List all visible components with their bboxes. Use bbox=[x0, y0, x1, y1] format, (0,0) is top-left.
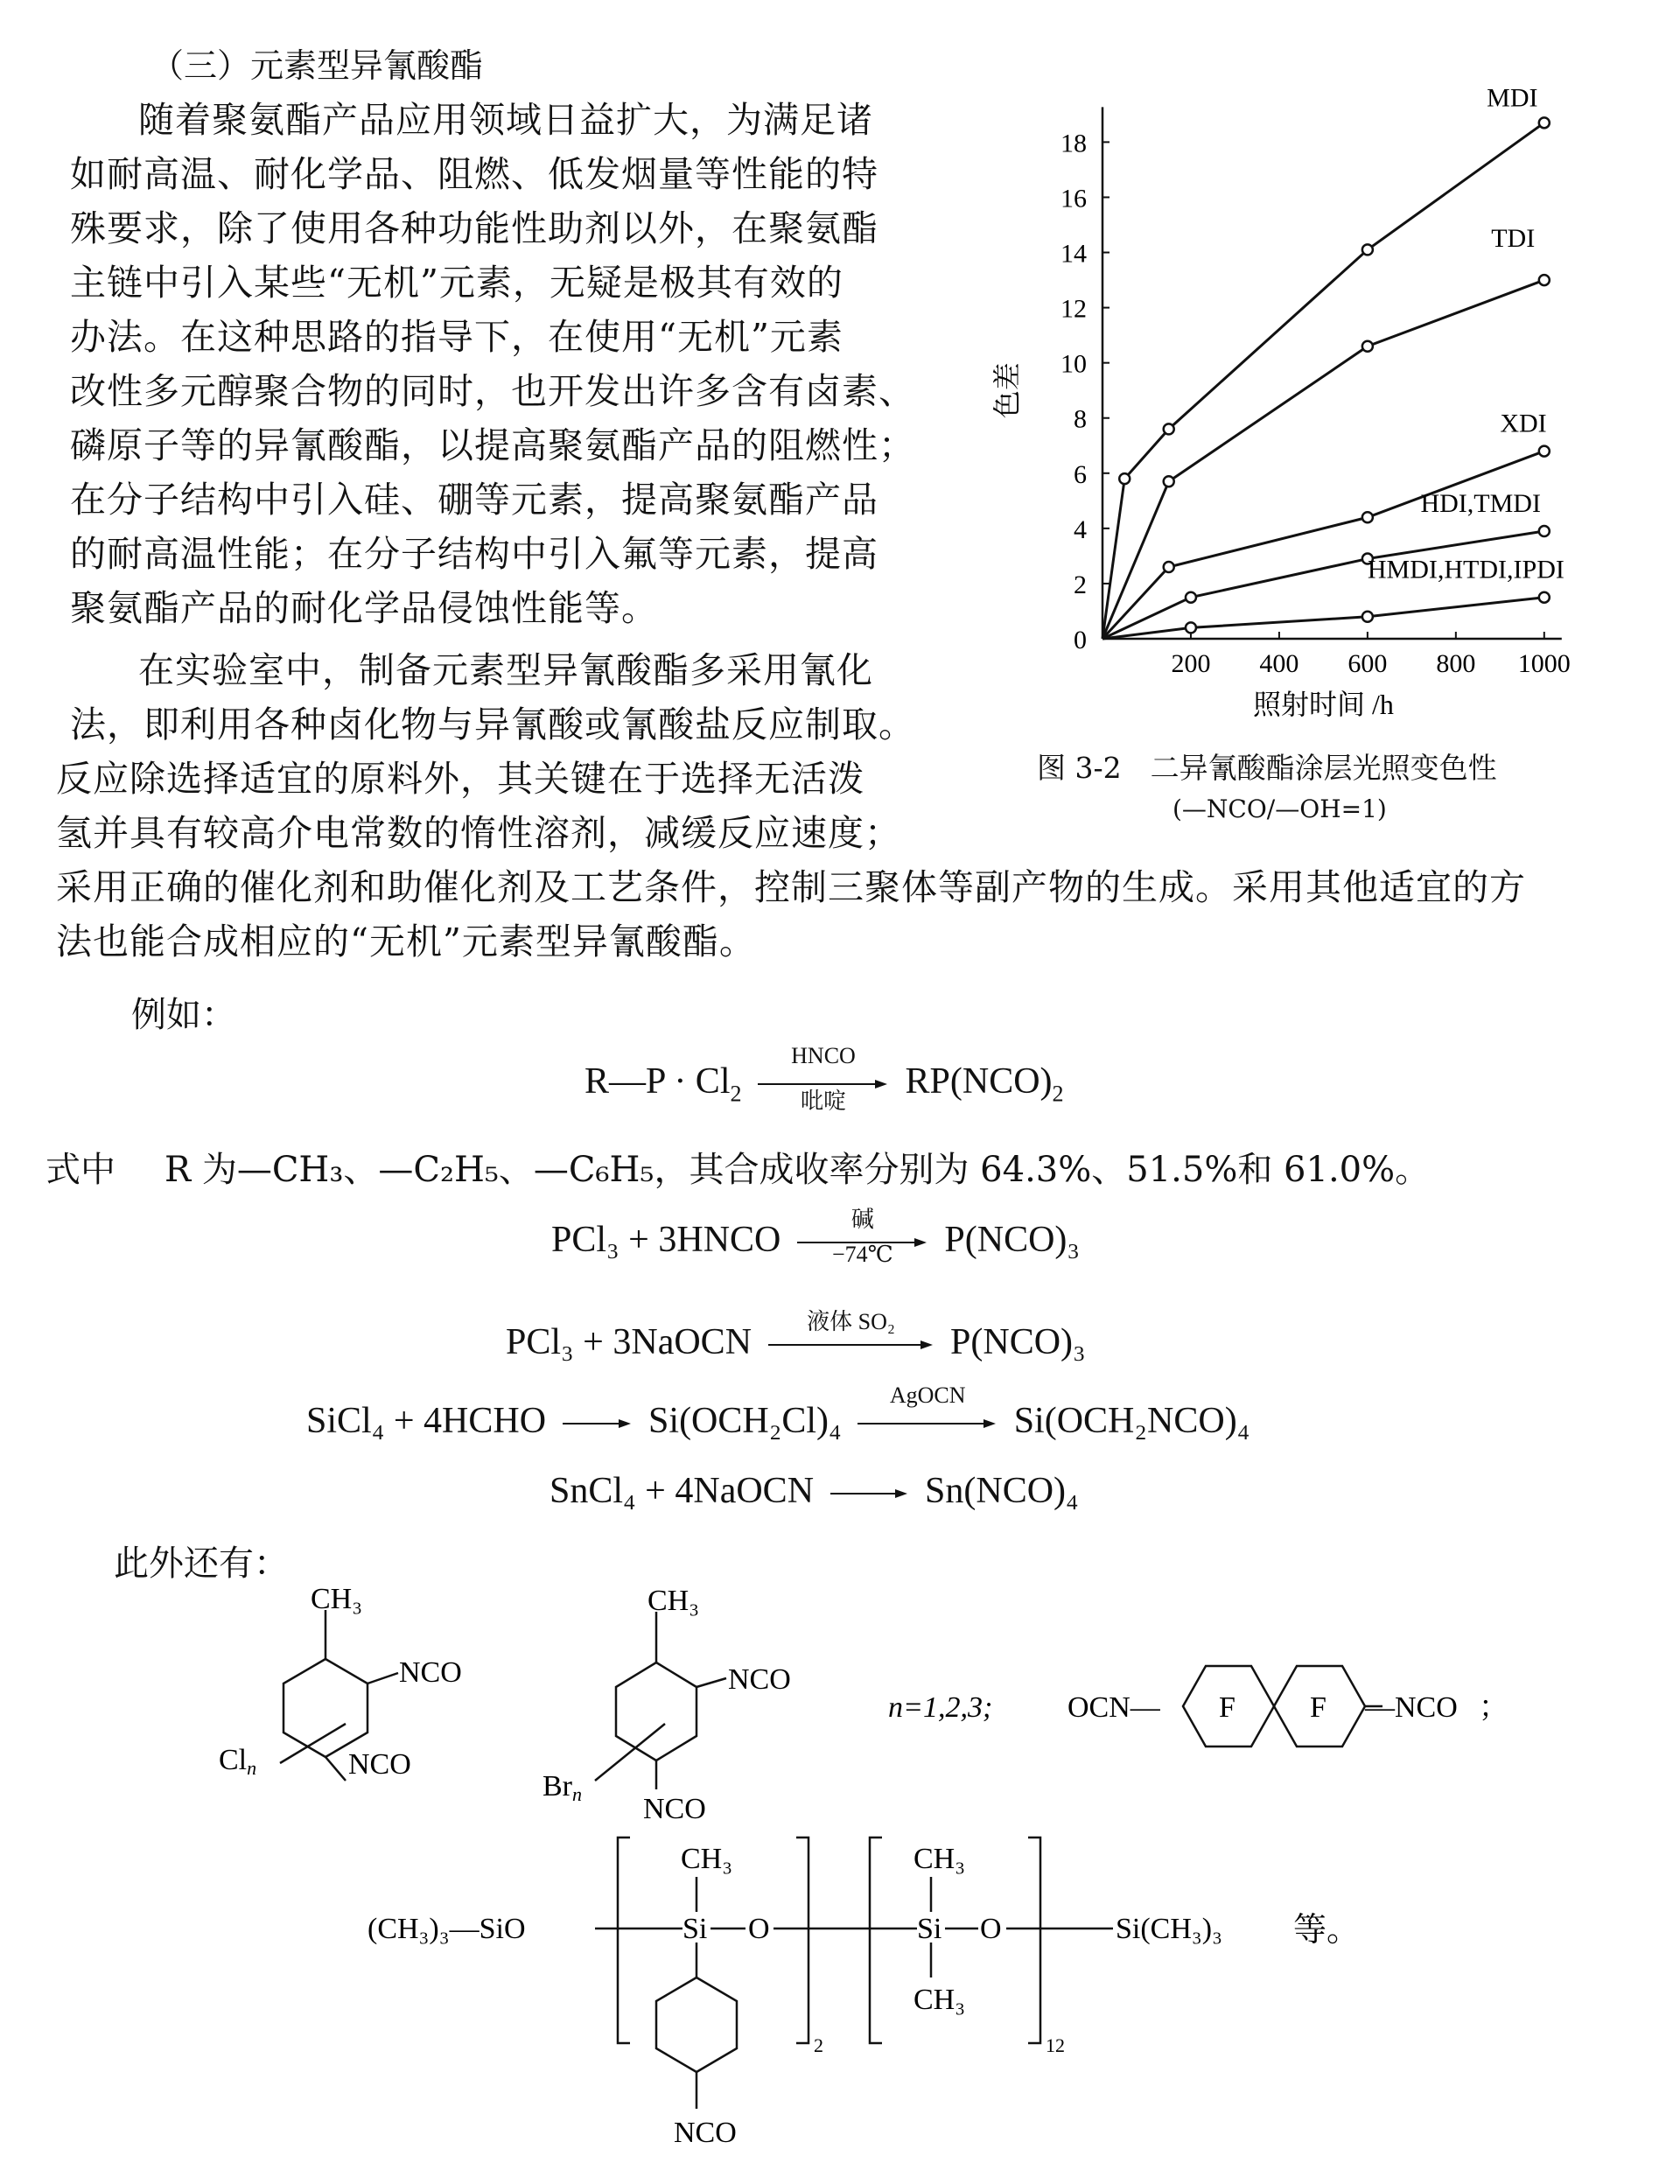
eq3-above: 液体 SO₂ bbox=[807, 1309, 895, 1335]
chemical-structures bbox=[0, 1575, 1680, 2179]
structure-perfluoro-bicyclohexyl bbox=[1183, 1666, 1382, 1746]
series-label: MDI bbox=[1487, 83, 1538, 113]
s1-halogen: Cl bbox=[219, 1744, 248, 1776]
s4-si1: Si bbox=[682, 1913, 708, 1945]
p2-line-3: 氢并具有较高介电常数的惰性溶剂，减缓反应速度； bbox=[56, 812, 901, 854]
eq3-arrow bbox=[768, 1309, 934, 1351]
s4-nco: NCO bbox=[674, 2117, 737, 2149]
chart-axes bbox=[991, 107, 1571, 720]
formula-note-text: R 为—CH₃、—C₂H₅、—C₆H₅，其合成收率分别为 64.3%、51.5%和 61.0%。 bbox=[164, 1150, 1431, 1190]
series-label: HMDI,HTDI,IPDI bbox=[1367, 555, 1564, 584]
formula-note bbox=[46, 1142, 1430, 1192]
series-label: TDI bbox=[1491, 224, 1536, 254]
x-tick-label: 600 bbox=[1348, 649, 1388, 678]
eq2-arrow bbox=[797, 1207, 928, 1268]
p1-line-3: 主链中引入某些“无机”元素，无疑是极其有效的 bbox=[70, 262, 844, 304]
p1-line-0: 随着聚氨酯产品应用领域日益扩大，为满足诸 bbox=[138, 99, 873, 141]
s4-o1: O bbox=[748, 1913, 770, 1945]
data-point bbox=[1539, 526, 1550, 536]
eq1-right-sub: 2 bbox=[1052, 1081, 1064, 1107]
eq5-left: SnCl₄ + 4NaOCN bbox=[550, 1471, 815, 1511]
eq2-below: −74℃ bbox=[832, 1242, 893, 1268]
s3-n-note: n=1,2,3; bbox=[888, 1691, 993, 1724]
example-label: 例如： bbox=[131, 995, 236, 1035]
chart-title: 图 3-2 二异氰酸酯涂层光照变色性 bbox=[1037, 751, 1497, 785]
s3-right: —NCO bbox=[1365, 1691, 1458, 1724]
s1-nco-top: NCO bbox=[399, 1656, 462, 1689]
eq1-above: HNCO bbox=[791, 1043, 856, 1069]
s3-ring1: F bbox=[1219, 1691, 1236, 1724]
eq5-right: Sn(NCO)₄ bbox=[925, 1471, 1079, 1511]
eq5-arrow bbox=[830, 1488, 909, 1500]
s4-o2: O bbox=[980, 1913, 1002, 1945]
data-point bbox=[1539, 117, 1550, 128]
s3-end: ； bbox=[1479, 1691, 1508, 1724]
data-point bbox=[1539, 592, 1550, 603]
data-point bbox=[1362, 341, 1373, 352]
eq4-left: SiCl₄ + 4HCHO bbox=[306, 1401, 547, 1441]
x-tick-label: 800 bbox=[1436, 649, 1476, 678]
eq3-left: PCl₃ + 3NaOCN bbox=[506, 1322, 752, 1362]
equation-2 bbox=[551, 1207, 1081, 1268]
chart-subtitle: (—NCO/—OH=1) bbox=[1172, 794, 1387, 823]
s4-si2: Si bbox=[917, 1913, 942, 1945]
data-point bbox=[1539, 275, 1550, 285]
eq4-arrow-1 bbox=[563, 1418, 633, 1430]
x-tick-label: 200 bbox=[1171, 649, 1211, 678]
equation-5 bbox=[550, 1470, 1079, 1512]
eq1-left-sub: 2 bbox=[730, 1081, 742, 1107]
y-tick-label: 14 bbox=[1060, 239, 1087, 269]
svg-text:Brn bbox=[542, 1770, 582, 1805]
paragraph-1 bbox=[70, 93, 962, 635]
structure-bromo-toluene-diisocyanate bbox=[595, 1612, 726, 1789]
series-line-hdi-tmdi bbox=[1102, 531, 1544, 639]
color-difference-chart bbox=[980, 52, 1628, 735]
s1-sub: n bbox=[247, 1757, 257, 1779]
eq1-below: 吡啶 bbox=[800, 1088, 846, 1115]
series-line-hmdi-htdi-ipdi bbox=[1102, 598, 1544, 639]
eq4-right: Si(OCH₂NCO)₄ bbox=[1013, 1401, 1250, 1441]
series-line-tdi bbox=[1102, 280, 1547, 639]
y-axis-label: 色差 bbox=[991, 362, 1023, 419]
also-label: 此外还有： bbox=[114, 1544, 289, 1584]
series-label: HDI,TMDI bbox=[1420, 488, 1541, 518]
y-tick-label: 4 bbox=[1074, 514, 1087, 544]
s4-sub1: 2 bbox=[814, 2034, 823, 2056]
data-point bbox=[1164, 562, 1174, 572]
p1-line-2: 殊要求，除了使用各种功能性助剂以外，在聚氨酯 bbox=[70, 207, 878, 249]
y-tick-label: 16 bbox=[1060, 184, 1087, 214]
y-tick-label: 0 bbox=[1074, 626, 1087, 654]
y-tick-label: 12 bbox=[1060, 294, 1087, 324]
siloxane-brackets bbox=[595, 1838, 1113, 2109]
data-point bbox=[1186, 592, 1196, 603]
p1-line-7: 在分子结构中引入硅、硼等元素，提高聚氨酯产品 bbox=[70, 479, 878, 521]
equation-3 bbox=[506, 1309, 1086, 1363]
s2-nco-top: NCO bbox=[728, 1663, 791, 1696]
s2-sub: n bbox=[572, 1783, 582, 1805]
s1-methyl: CH₃ bbox=[311, 1583, 363, 1615]
s3-ring2: F bbox=[1310, 1691, 1326, 1724]
s2-nco-bottom: NCO bbox=[643, 1793, 706, 1825]
p1-line-9: 聚氨酯产品的耐化学品侵蚀性能等。 bbox=[70, 587, 658, 629]
p2-line-0: 在实验室中，制备元素型异氰酸酯多采用氰化 bbox=[138, 649, 873, 691]
data-point bbox=[1362, 612, 1373, 622]
eq4-middle: Si(OCH₂Cl)₄ bbox=[648, 1401, 842, 1441]
s1-nco-bottom: NCO bbox=[348, 1748, 411, 1781]
s4-end: Si(CH₃)₃ bbox=[1116, 1913, 1222, 1945]
data-point bbox=[1186, 622, 1196, 633]
data-point bbox=[1164, 424, 1174, 434]
data-point bbox=[1362, 512, 1373, 522]
y-tick-label: 6 bbox=[1074, 459, 1087, 489]
x-tick-label: 400 bbox=[1259, 649, 1299, 678]
eq3-right: P(NCO)₃ bbox=[950, 1322, 1086, 1362]
data-point bbox=[1362, 244, 1373, 255]
eq1-arrow bbox=[758, 1043, 889, 1115]
formula-note-prefix: 式中 bbox=[46, 1150, 116, 1190]
p1-line-5: 改性多元醇聚合物的同时，也开发出许多含有卤素、 bbox=[70, 370, 915, 412]
eq2-left: PCl₃ + 3HNCO bbox=[551, 1220, 781, 1260]
equation-1 bbox=[584, 1043, 1064, 1115]
p1-line-4: 办法。在这种思路的指导下，在使用“无机”元素 bbox=[70, 316, 844, 358]
x-axis-label: 照射时间 /h bbox=[1252, 689, 1394, 720]
data-point bbox=[1539, 446, 1550, 457]
y-tick-label: 10 bbox=[1060, 349, 1087, 379]
x-tick-label: 1000 bbox=[1517, 649, 1571, 678]
p2-line-1: 法，即利用各种卤化物与异氰酸或氰酸盐反应制取。 bbox=[70, 704, 915, 746]
s4-ch3-top1: CH₃ bbox=[681, 1843, 733, 1875]
eq2-right: P(NCO)₃ bbox=[944, 1220, 1081, 1260]
eq4-arrow-2 bbox=[858, 1382, 998, 1430]
p1-line-8: 的耐高温性能；在分子结构中引入氟等元素，提高 bbox=[70, 533, 878, 575]
p2-line-2: 反应除选择适宜的原料外，其关键在于选择无活泼 bbox=[56, 758, 864, 800]
data-point bbox=[1119, 473, 1130, 484]
s4-start: (CH₃)₃—SiO bbox=[368, 1913, 526, 1945]
s4-etc: 等。 bbox=[1293, 1912, 1361, 1949]
s4-ch3-bot2: CH₃ bbox=[914, 1984, 966, 2016]
s2-methyl: CH₃ bbox=[648, 1585, 700, 1617]
p2-line-4: 采用正确的催化剂和助催化剂及工艺条件，控制三聚体等副产物的生成。采用其他适宜的方 bbox=[56, 866, 1526, 908]
chart-series bbox=[1102, 83, 1564, 639]
svg-text:Cln bbox=[219, 1744, 256, 1779]
data-point bbox=[1164, 476, 1174, 486]
y-tick-label: 8 bbox=[1074, 404, 1087, 434]
y-tick-label: 2 bbox=[1074, 570, 1087, 599]
s4-ch3-top2: CH₃ bbox=[914, 1843, 966, 1875]
eq1-right: RP(NCO) bbox=[905, 1061, 1053, 1102]
s2-halogen: Br bbox=[542, 1770, 572, 1802]
p1-line-1: 如耐高温、耐化学品、阻燃、低发烟量等性能的特 bbox=[70, 153, 878, 195]
series-label: XDI bbox=[1500, 409, 1547, 438]
equation-4 bbox=[306, 1382, 1250, 1442]
section-title: （三）元素型异氰酸酯 bbox=[150, 46, 484, 85]
p2-line-5: 法也能合成相应的“无机”元素型异氰酸酯。 bbox=[56, 920, 756, 962]
s4-sub2: 12 bbox=[1046, 2034, 1065, 2056]
y-tick-label: 18 bbox=[1060, 129, 1087, 158]
p1-line-6: 磷原子等的异氰酸酯，以提高聚氨酯产品的阻燃性； bbox=[70, 424, 915, 466]
eq1-left: R—P · Cl bbox=[584, 1061, 731, 1102]
eq4-above: AgOCN bbox=[889, 1382, 966, 1409]
eq2-above: 碱 bbox=[850, 1207, 874, 1233]
s3-left: OCN— bbox=[1068, 1691, 1160, 1724]
